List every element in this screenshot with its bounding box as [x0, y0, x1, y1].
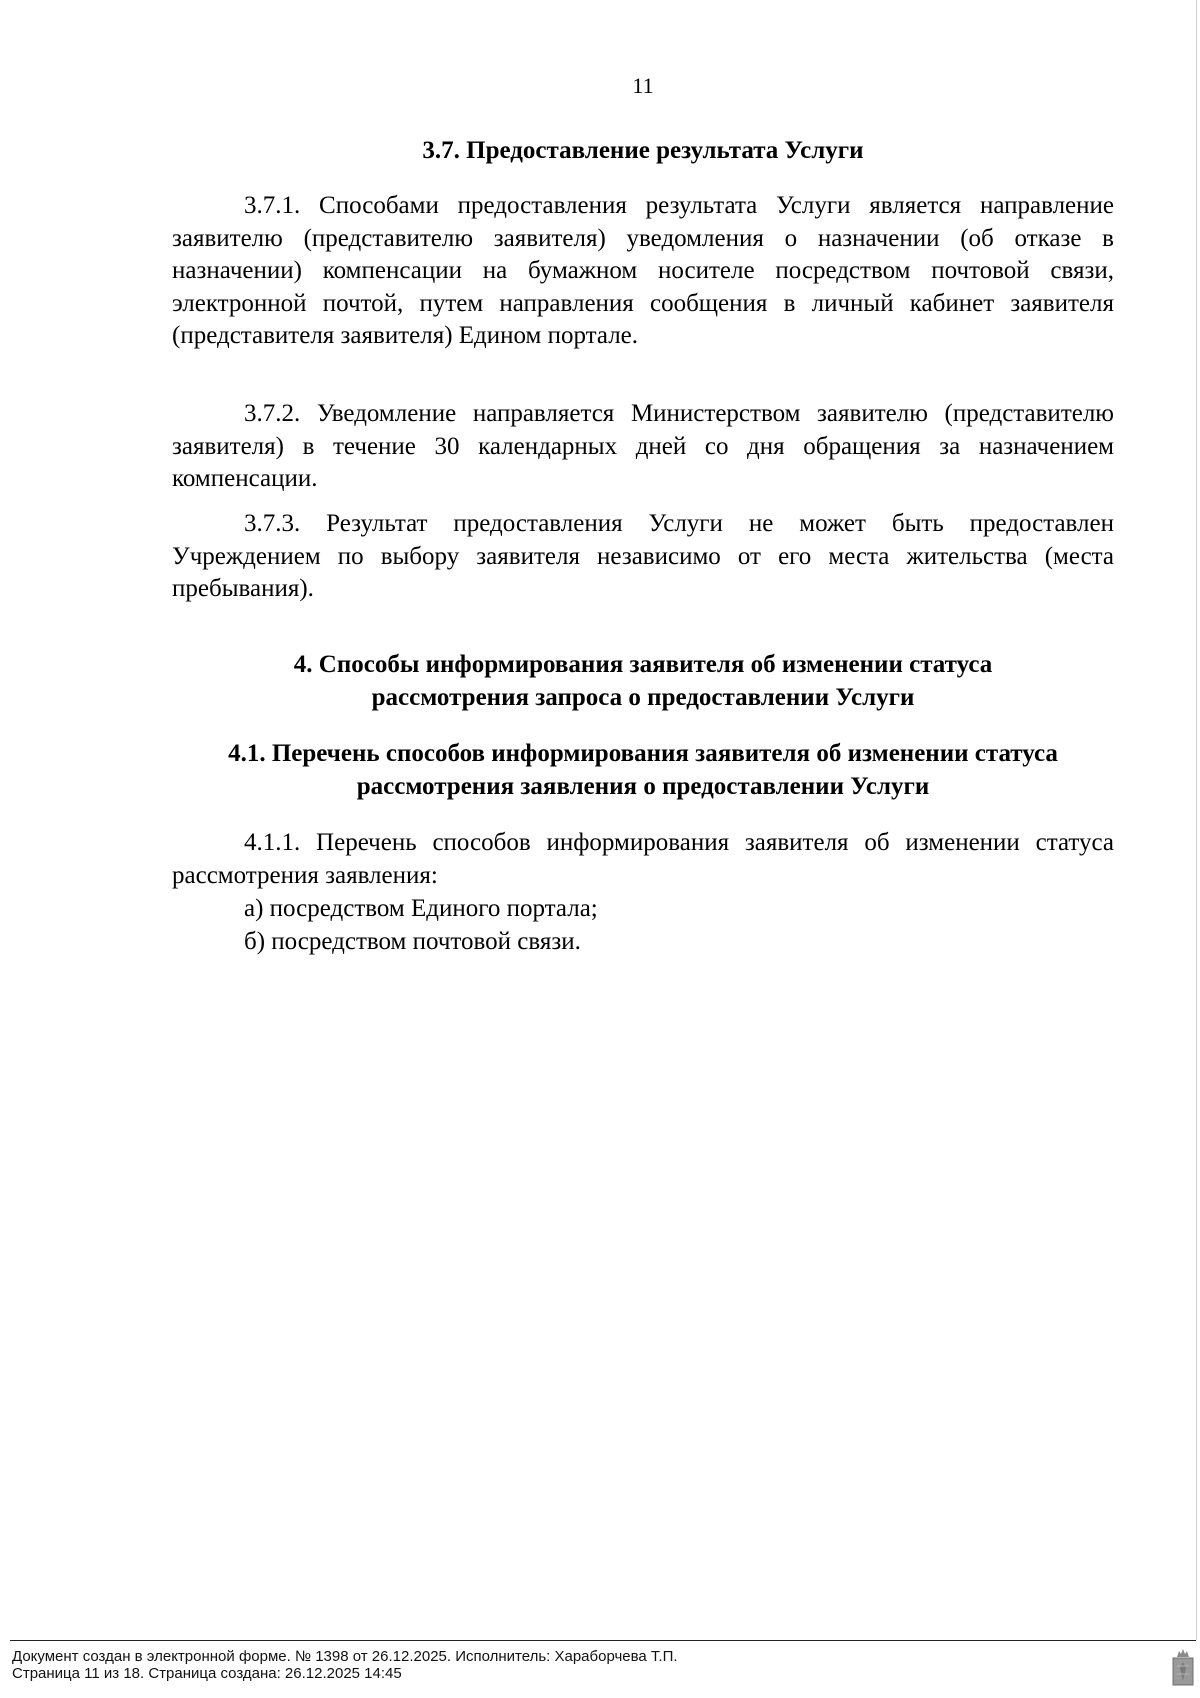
- footer-line-1: Документ создан в электронной форме. № 1398 от 26.12.2025. Исполнитель: Хараборчева Т.П.: [12, 1648, 678, 1665]
- list-item: б) посредством почтовой связи.: [244, 927, 581, 955]
- coat-of-arms-graphic: [1172, 1648, 1194, 1686]
- list-item: а) посредством Единого портала;: [244, 895, 598, 922]
- footer-divider: [10, 1640, 1196, 1641]
- section-4-title-line-2: рассмотрения запроса о предоставлении Услуги: [371, 684, 915, 711]
- section-3-7: [172, 134, 1114, 167]
- section-3-7-title: 3.7. Предоставление результата Услуги: [422, 137, 864, 164]
- paragraph-3-7-2: 3.7.2. Уведомление направляется Министерством заявителю (представителю заявителя) в течение 30 календарных дней со дня обращения за назначением компенсации.: [172, 400, 1114, 493]
- coat-of-arms-icon: [1172, 1648, 1194, 1686]
- section-4-title: [172, 648, 1114, 714]
- page-number: 11: [632, 73, 654, 98]
- paragraph-3-7-3: 3.7.3. Результат предоставления Услуги не может быть предоставлен Учреждением по выбору заявителя независимо от его места жительства (места пребывания).: [172, 510, 1114, 603]
- info-methods-list: [172, 893, 1114, 958]
- footer-line-2: Страница 11 из 18. Страница создана: 26.12.2025 14:45: [12, 1665, 402, 1682]
- document-footer: [12, 1648, 678, 1682]
- section-4-title-line-1: 4. Способы информирования заявителя об изменении статуса: [293, 651, 993, 678]
- page-edge: [1196, 0, 1197, 1640]
- section-4-1-title-line-2: рассмотрения заявления о предоставлении Услуги: [356, 773, 930, 800]
- section-4-1-title: [172, 737, 1114, 803]
- paragraph-3-7-1: 3.7.1. Способами предоставления результата Услуги является направление заявителю (представителю заявителя) уведомления о назначении (об отказе в назначении) компенсации на бумажном носителе посредством почтовой связи, электронной почтой, путем направления сообщения в личный кабинет заявителя (представителя заявителя) Едином портале.: [172, 192, 1114, 350]
- paragraph-4-1-1: 4.1.1. Перечень способов информирования заявителя об изменении статуса рассмотрения заявления:: [172, 829, 1114, 889]
- section-4-1-title-line-1: 4.1. Перечень способов информирования заявителя об изменении статуса: [228, 740, 1058, 767]
